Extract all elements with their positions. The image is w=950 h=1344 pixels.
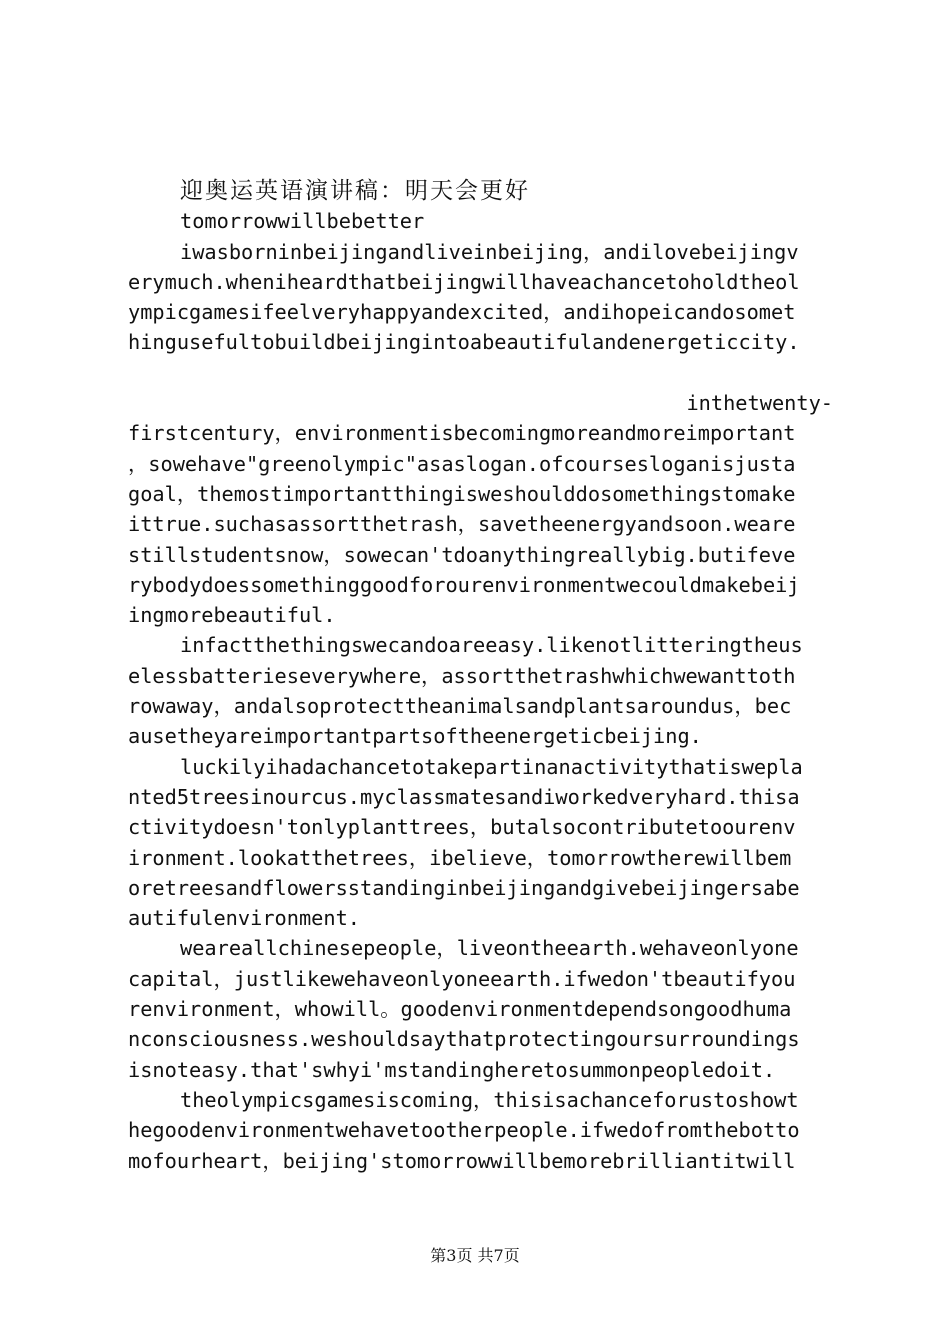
text-line: erymuch.wheniheardthatbeijingwillhaveachancetoholdtheol	[128, 269, 800, 294]
text-line: ingmorebeautiful.	[128, 603, 336, 628]
text-line: nconsciousness.weshouldsaythatprotectingoursurroundings	[128, 1027, 800, 1052]
text-line: rybodydoessomethinggoodforourenvironmentwecouldmakebeij	[128, 572, 800, 597]
paragraph-gap	[128, 358, 833, 388]
text-line: hingusefultobuildbeijingintoabeautifulandenergeticcity.	[128, 330, 800, 355]
text-line: capital，justlikewehaveonlyoneearth.ifwedon'tbeautifyou	[128, 966, 796, 991]
text-line: infactthethingswecandoareeasy.likenotlitteringtheus	[180, 633, 803, 658]
document-title: 迎奥运英语演讲稿：明天会更好	[180, 178, 530, 204]
page-number: 第3页 共7页	[430, 1246, 520, 1265]
text-line: isnoteasy.that'swhyi'mstandingheretosummonpeopledoit.	[128, 1057, 776, 1082]
text-line: weareallchinesepeople，liveontheearth.wehaveonlyone	[180, 936, 799, 961]
text-line: ympicgamesifeelveryhappyandexcited，andihopeicandosomet	[128, 300, 796, 325]
text-line: elessbatterieseverywhere，assortthetrashwhichwewanttoth	[128, 663, 796, 688]
text-line: ittrue.suchasassortthetrash，savetheenergyandsoon.weare	[128, 512, 796, 537]
text-line: oretreesandflowersstandinginbeijingandgivebeijingersabe	[128, 875, 800, 900]
text-line: stillstudentsnow，sowecan'tdoanythingreallybig.butifeve	[128, 542, 796, 567]
text-line: firstcentury，environmentisbecomingmoreandmoreimportant	[128, 421, 796, 446]
text-line: renvironment，whowill。goodenvironmentdependsongoodhuma	[128, 997, 792, 1022]
text-line: theolympicsgamesiscoming，thisisachanceforustoshowt	[180, 1087, 799, 1112]
text-line: nted5treesinourcus.myclassmatesandiworkedveryhard.thisa	[128, 784, 800, 809]
speech-subtitle: tomorrowwillbebetter	[180, 209, 425, 234]
text-line: ，sowehave"greenolympic"asaslogan.ofcoursesloganisjusta	[128, 451, 796, 476]
text-line: hegoodenvironmentwehavetootherpeople.ifwedofromthebotto	[128, 1118, 800, 1143]
text-line: rowaway，andalsoprotecttheanimalsandplantsaroundus，bec	[128, 694, 792, 719]
text-line: ctivitydoesn'tonlyplanttrees，butalsocontributetoourenv	[128, 815, 796, 840]
text-line: inthetwenty-	[686, 391, 833, 416]
text-line: mofourheart，beijing'stomorrowwillbemorebrilliantitwill	[128, 1148, 796, 1173]
text-line: iwasborninbeijingandliveinbeijing，andilovebeijingv	[180, 239, 799, 264]
text-line: autifulenvironment.	[128, 906, 360, 931]
text-line: ausetheyareimportantpartsoftheenergeticbeijing.	[128, 724, 702, 749]
text-line: ironment.lookatthetrees，ibelieve，tomorrowtherewillbem	[128, 845, 792, 870]
text-line: luckilyihadachancetotakepartinanactivitythatisweplа	[180, 754, 803, 779]
text-line: goal，themostimportantthingisweshoulddosomethingstomake	[128, 481, 796, 506]
speech-body	[128, 176, 833, 1176]
